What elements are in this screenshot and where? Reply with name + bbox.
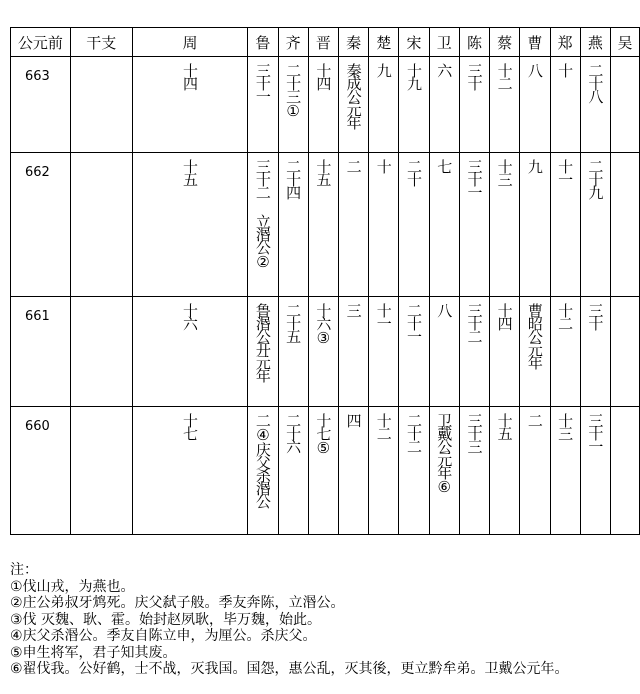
cell-text: 二十五 [284,303,303,342]
cell-chen [459,297,489,407]
cell-text: 十五 [314,159,333,185]
cell-qi [278,297,308,407]
cell-qin [338,153,368,297]
cell-text: 七 [435,159,454,172]
cell-yan [580,297,610,407]
cell-text: 二十四 [284,159,303,198]
cell-cai [490,153,520,297]
note-1: ①伐山戎，为燕也。 [10,578,135,595]
cell-text: 十九 [405,63,424,89]
table-row [11,297,640,407]
header-qin: 秦 [338,28,368,57]
cell-chen [459,153,489,297]
cell-qi [278,407,308,535]
cell-text: 二十九 [586,159,605,198]
cell-text: 二十一 [405,303,424,342]
cell-jin [308,153,338,297]
cell-lu [248,153,278,297]
cell-yan [580,407,610,535]
year-cell: 662 [11,153,71,297]
cell-text: 曹昭公元年 [525,303,544,368]
cell-text: 十一 [374,303,393,329]
notes-title: 注： [10,562,38,578]
cell-wu [610,57,639,153]
header-yan: 燕 [580,28,610,57]
cell-yan [580,153,610,297]
cell-chen [459,57,489,153]
header-lu: 鲁 [248,28,278,57]
cell-qin [338,57,368,153]
cell-text: 十 [556,63,575,76]
cell-text: 三十三 [465,413,484,452]
cell-wei [429,153,459,297]
cell-cao [520,153,550,297]
cell-text: 十三 [495,159,514,185]
note-5: ⑤申生将军，君子知其废。 [10,644,177,661]
table-row [11,153,640,297]
cell-text: 十五 [180,159,199,185]
cell-text: 卫戴公元年⑥ [435,413,454,494]
cell-qin [338,407,368,535]
cell-text: 三十 [465,63,484,89]
cell-lu [248,407,278,535]
header-jin: 晋 [308,28,338,57]
cell-text: 十三 [556,413,575,439]
header-cai: 蔡 [490,28,520,57]
cell-text: 十五 [495,413,514,439]
cell-wei [429,407,459,535]
header-chen: 陈 [459,28,489,57]
note-3: ③伐 灭魏、耿、霍。始封赵夙耿，毕万魏，始此。 [10,611,321,628]
cell-text: 九 [374,63,393,76]
cell-text: 二 [344,159,363,172]
cell-cai [490,407,520,535]
cell-text: 六 [435,63,454,76]
cell-wu [610,153,639,297]
note-4: ④庆父杀湣公。季友自陈立申，为厘公。杀庆父。 [10,628,317,644]
cell-text: 二十二 [405,413,424,452]
cell-text: 十一 [556,159,575,185]
cell-text: 十六③ [314,303,333,345]
header-wu: 吴 [610,28,639,57]
note-2: ②庄公弟叔牙鸩死。庆父弑子般。季友奔陈，立湣公。 [10,595,345,611]
note-6: ⑥翟伐我。公好鹤，士不战，灭我国。国怨，惠公乱，灭其後，更立黔牟弟。卫戴公元年。 [10,661,569,677]
cell-chu [369,57,399,153]
header-year: 公元前 [11,28,71,57]
table-row [11,407,640,535]
cell-zheng [550,153,580,297]
cell-text: 三十一 [253,63,272,102]
cell-chen [459,407,489,535]
cell-text: 十四 [495,303,514,329]
cell-text: 十四 [180,63,199,89]
ganzhi-cell [70,153,132,297]
cell-text: 三十一 [586,413,605,452]
cell-cao [520,297,550,407]
year-cell: 663 [11,57,71,153]
cell-text: 秦成公元年 [344,63,363,128]
cell-text: 十二 [495,63,514,89]
cell-yan [580,57,610,153]
cell-text: 十二 [556,303,575,329]
cell-cao [520,57,550,153]
header-zhou: 周 [132,28,248,57]
cell-text: 二十三① [284,63,303,118]
cell-zhou [132,153,248,297]
ganzhi-cell [70,57,132,153]
cell-lu [248,57,278,153]
table-row [11,57,640,153]
cell-zheng [550,407,580,535]
header-wei: 卫 [429,28,459,57]
cell-song [399,153,429,297]
ganzhi-cell [70,407,132,535]
cell-zhou [132,297,248,407]
cell-lu [248,297,278,407]
cell-text: 十六 [180,303,199,329]
cell-song [399,57,429,153]
cell-text: 三十 [586,303,605,329]
cell-text: 四 [344,413,363,426]
cell-cao [520,407,550,535]
cell-text: 十七⑤ [314,413,333,455]
ganzhi-cell [70,297,132,407]
cell-wu [610,297,639,407]
year-cell: 660 [11,407,71,535]
cell-text: 二十八 [586,63,605,102]
cell-chu [369,297,399,407]
cell-text: 三十一 [465,159,484,198]
header-zheng: 郑 [550,28,580,57]
cell-cai [490,297,520,407]
header-song: 宋 [399,28,429,57]
cell-text: 鲁湣公开元年 [253,303,272,381]
header-qi: 齐 [278,28,308,57]
cell-wei [429,57,459,153]
cell-text: 十七 [180,413,199,439]
header-row [11,28,640,57]
cell-jin [308,57,338,153]
cell-zheng [550,57,580,153]
cell-zheng [550,297,580,407]
cell-qin [338,297,368,407]
cell-zhou [132,407,248,535]
cell-text: 十二 [374,413,393,439]
cell-chu [369,407,399,535]
notes-section [10,562,569,678]
cell-chu [369,153,399,297]
cell-song [399,297,429,407]
cell-text: 八 [435,303,454,316]
cell-text: 二 [525,413,544,426]
header-cao: 曹 [520,28,550,57]
cell-text: 十四 [314,63,333,89]
cell-text: 八 [525,63,544,76]
cell-text: 二④庆父杀湣公 [253,413,272,507]
cell-jin [308,297,338,407]
cell-text: 二十六 [284,413,303,452]
cell-wu [610,407,639,535]
year-cell: 661 [11,297,71,407]
cell-qi [278,57,308,153]
chronology-table [10,27,640,535]
cell-wei [429,297,459,407]
cell-text: 三十二 立湣公② [253,159,272,269]
cell-cai [490,57,520,153]
header-chu: 楚 [369,28,399,57]
cell-qi [278,153,308,297]
cell-text: 二十 [405,159,424,185]
cell-song [399,407,429,535]
cell-zhou [132,57,248,153]
cell-text: 三十二 [465,303,484,342]
cell-text: 十 [374,159,393,172]
cell-text: 九 [525,159,544,172]
cell-jin [308,407,338,535]
header-ganzhi: 干支 [70,28,132,57]
cell-text: 三 [344,303,363,316]
